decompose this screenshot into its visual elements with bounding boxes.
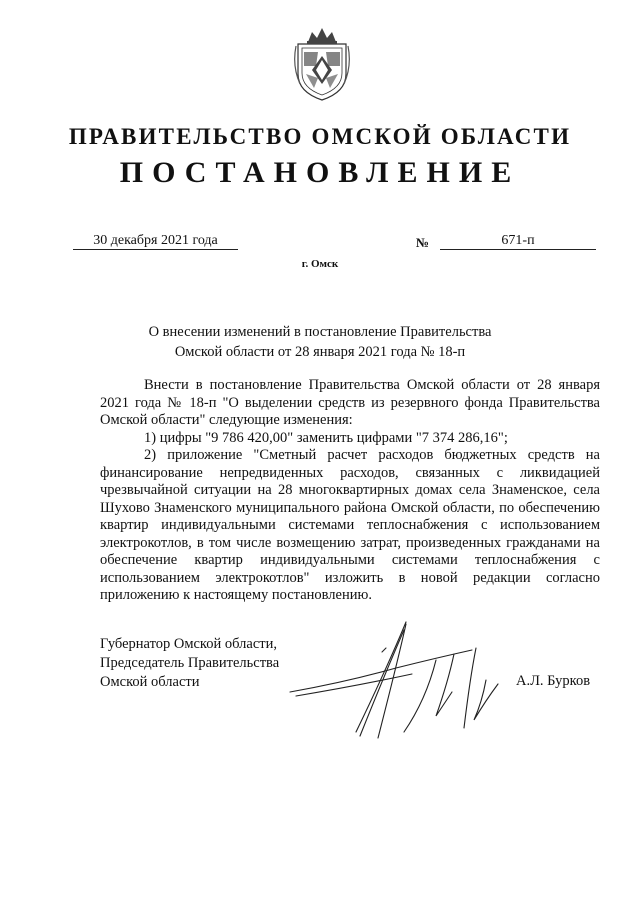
signer-position-line: Губернатор Омской области,: [100, 636, 277, 652]
decree-body: [100, 377, 600, 605]
decree-date: 30 декабря 2021 года: [73, 233, 238, 250]
signer-position: [100, 635, 279, 692]
city-label: г. Омск: [301, 258, 339, 270]
subject-line: О внесении изменений в постановление Правительства: [148, 324, 492, 340]
body-item-1: 1) цифры "9 786 420,00" заменить цифрами "7 374 286,16";: [144, 429, 508, 446]
number-sign: №: [416, 235, 430, 250]
signer-name: А.Л. Бурков: [516, 673, 591, 689]
body-intro-paragraph: Внести в постановление Правительства Омской области от 28 января 2021 года № 18-п "О выделении средств из резервного фонда Правительства Омской области" следующие изменения:: [100, 377, 600, 428]
decree-subject: [80, 322, 560, 362]
document-type-title: ПОСТАНОВЛЕНИЕ: [119, 156, 521, 189]
signer-position-line: Омской области: [100, 674, 200, 690]
body-item-2: 2) приложение "Сметный расчет расходов бюджетных средств на финансирование непредвиденных расходов, связанных с ликвидацией чрезвычайной ситуации на 28 многоквартирных домах села Знаменское, села Шухово Знаменского муниципального района Омской области, по обеспечению квартир индивидуальными системами теплоснабжения с использованием электрокотлов, в том числе возмещению затрат, произведенных гражданами на обеспечение квартир индивидуальными системами теплоснабжения с использованием электрокотлов" изложить в новой редакции согласно приложению к настоящему постановлению.: [100, 447, 600, 603]
handwritten-signature-icon: [286, 620, 516, 740]
government-title: ПРАВИТЕЛЬСТВО ОМСКОЙ ОБЛАСТИ: [68, 124, 572, 149]
decree-number: 671-п: [440, 233, 596, 250]
coat-of-arms-icon: [292, 26, 352, 102]
signer-position-line: Председатель Правительства: [100, 655, 280, 671]
subject-line: Омской области от 28 января 2021 года № 18-п: [174, 344, 466, 360]
